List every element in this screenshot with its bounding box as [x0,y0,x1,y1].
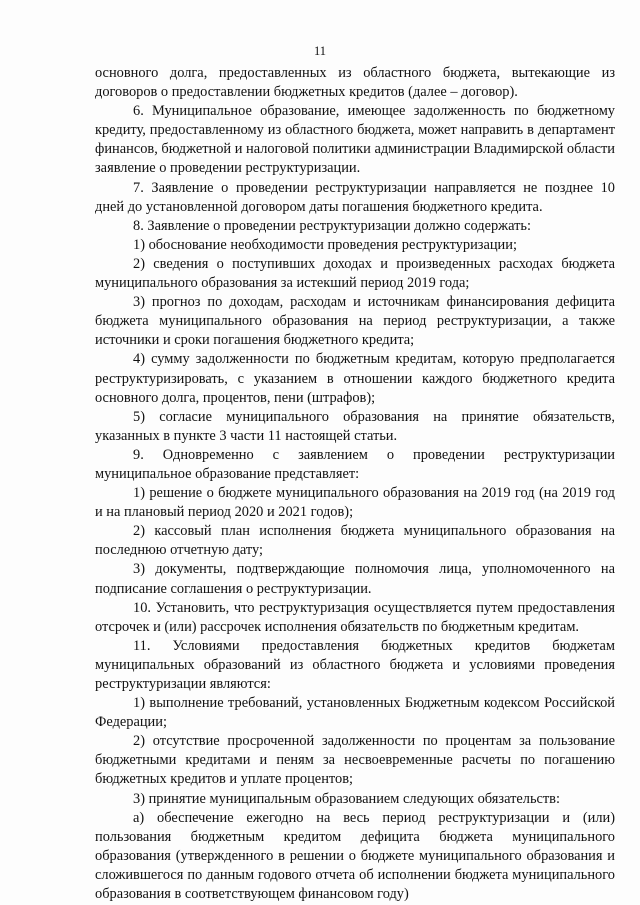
paragraph-item-9: 9. Одновременно с заявлением о проведении реструктуризации муниципальное образование представляет: [95,446,615,482]
paragraph-item-9-2: 2) кассовый план исполнения бюджета муниципального образования на последнюю отчетную дату; [95,523,615,559]
paragraph-item-11-3-a: а) обеспечение ежегодно на весь период реструктуризации и (или) пользования бюджетным кредитом дефицита бюджета муниципального образования (утвержденного в решении о бюджете муниципального образования и сложившегося по данным годового отчета об исполнении бюджета муниципального образования в соответствующем финансовом году) [95,809,615,903]
paragraph-item-8-1: 1) обоснование необходимости проведения реструктуризации; [133,236,517,253]
page-number: 11 [313,44,327,58]
paragraph-continuation: основного долга, предоставленных из областного бюджета, вытекающие из договоров о предоставлении бюджетных кредитов (далее – договор). [95,65,615,101]
document-body [95,64,615,904]
paragraph-item-7: 7. Заявление о проведении реструктуризации направляется не позднее 10 дней до установленной договором даты погашения бюджетного кредита. [95,179,615,215]
paragraph-item-11-2: 2) отсутствие просроченной задолженности по процентам за пользование бюджетными кредитами и пеням за несвоевременные расчеты по погашению бюджетных кредитов и уплате процентов; [95,733,615,788]
paragraph-item-8-3: 3) прогноз по доходам, расходам и источникам финансирования дефицита бюджета муниципального образования на период реструктуризации, а также источники и сроки погашения бюджетного кредита; [95,294,615,349]
paragraph-item-11: 11. Условиями предоставления бюджетных кредитов бюджетам муниципальных образований из областного бюджета и условиями проведения реструктуризации являются: [95,637,615,692]
paragraph-item-8-2: 2) сведения о поступивших доходах и произведенных расходах бюджета муниципального образования за истекший период 2019 года; [95,255,615,292]
paragraph-item-8-4: 4) сумму задолженности по бюджетным кредитам, которую предполагается реструктуризировать, с указанием в отношении каждого бюджетного кредита основного долга, процентов, пени (штрафов); [95,351,615,406]
paragraph-item-8: 8. Заявление о проведении реструктуризации должно содержать: [133,217,531,234]
paragraph-item-8-5: 5) согласие муниципального образования на принятие обязательств, указанных в пункте 3 части 11 настоящей статьи. [95,408,615,444]
paragraph-item-6: 6. Муниципальное образование, имеющее задолженность по бюджетному кредиту, предоставленному из областного бюджета, может направить в департамент финансов, бюджетной и налоговой политики администрации Владимирской области заявление о проведении реструктуризации. [95,103,615,177]
paragraph-item-11-1: 1) выполнение требований, установленных Бюджетным кодексом Российской Федерации; [95,695,615,731]
paragraph-item-9-1: 1) решение о бюджете муниципального образования на 2019 год (на 2019 год и на плановый период 2020 и 2021 годов); [95,485,615,521]
paragraph-item-9-3: 3) документы, подтверждающие полномочия лица, уполномоченного на подписание соглашения о реструктуризации. [95,561,615,597]
paragraph-item-10: 10. Установить, что реструктуризация осуществляется путем предоставления отсрочек и (или) рассрочек исполнения обязательств по бюджетным кредитам. [95,599,615,635]
paragraph-item-11-3: 3) принятие муниципальным образованием следующих обязательств: [133,790,560,807]
